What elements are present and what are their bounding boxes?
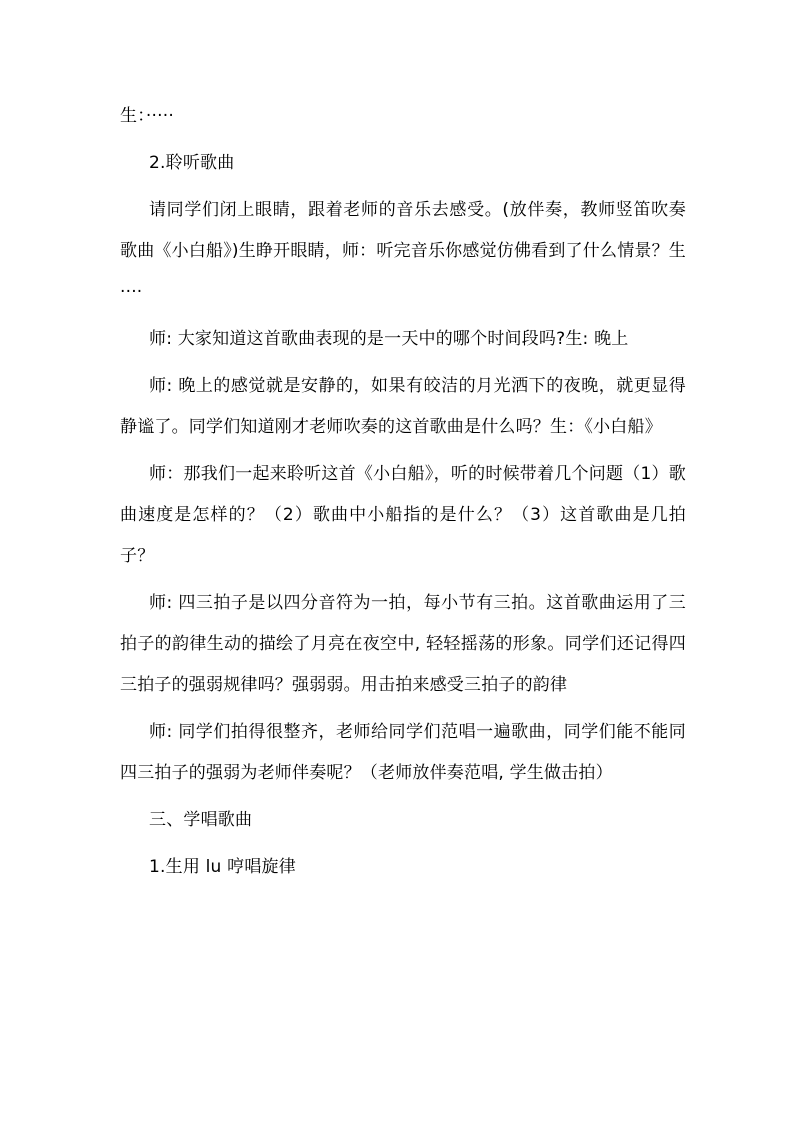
document-body [120, 96, 686, 888]
paragraph-evening-feeling: 师: 晚上的感觉就是安静的，如果有皎洁的月光洒下的夜晚，就更显得静谧了。同学们知道刚才老师吹奏的这首歌曲是什么吗？生：《小白船》 [120, 376, 686, 437]
paragraph-sing-along: 师: 同学们拍得很整齐，老师给同学们范唱一遍歌曲，同学们能不能同四三拍子的强弱为老师伴奏呢？（老师放伴奏范唱, 学生做击拍） [120, 722, 686, 783]
section-heading-learn-song: 三、学唱歌曲 [149, 810, 253, 830]
paragraph-three-four-time: 师: 四三拍子是以四分音符为一拍，每小节有三拍。这首歌曲运用了三拍子的韵律生动的描绘了月亮在夜空中, 轻轻摇荡的形象。同学们还记得四三拍子的强弱规律吗？强弱弱。用击拍来感受三拍子的韵律 [120, 593, 686, 695]
paragraph-time-of-day: 师: 大家知道这首歌曲表现的是一天中的哪个时间段吗?生: 晚上 [149, 329, 629, 349]
step-hum-melody: 1.生用 lu 哼唱旋律 [149, 857, 296, 877]
section-heading-listen-song: 2.聆听歌曲 [149, 153, 235, 173]
paragraph-close-eyes: 请同学们闭上眼睛，跟着老师的音乐去感受。(放伴奏，教师竖笛吹奏歌曲《小白船》)生睁开眼睛，师：听完音乐你感觉仿佛看到了什么情景？生···· [120, 200, 686, 302]
paragraph-student-response: 生：····· [120, 106, 174, 126]
paragraph-questions: 师：那我们一起来聆听这首《小白船》，听的时候带着几个问题（1）歌曲速度是怎样的？（2）歌曲中小船指的是什么？（3）这首歌曲是几拍子？ [120, 464, 686, 566]
